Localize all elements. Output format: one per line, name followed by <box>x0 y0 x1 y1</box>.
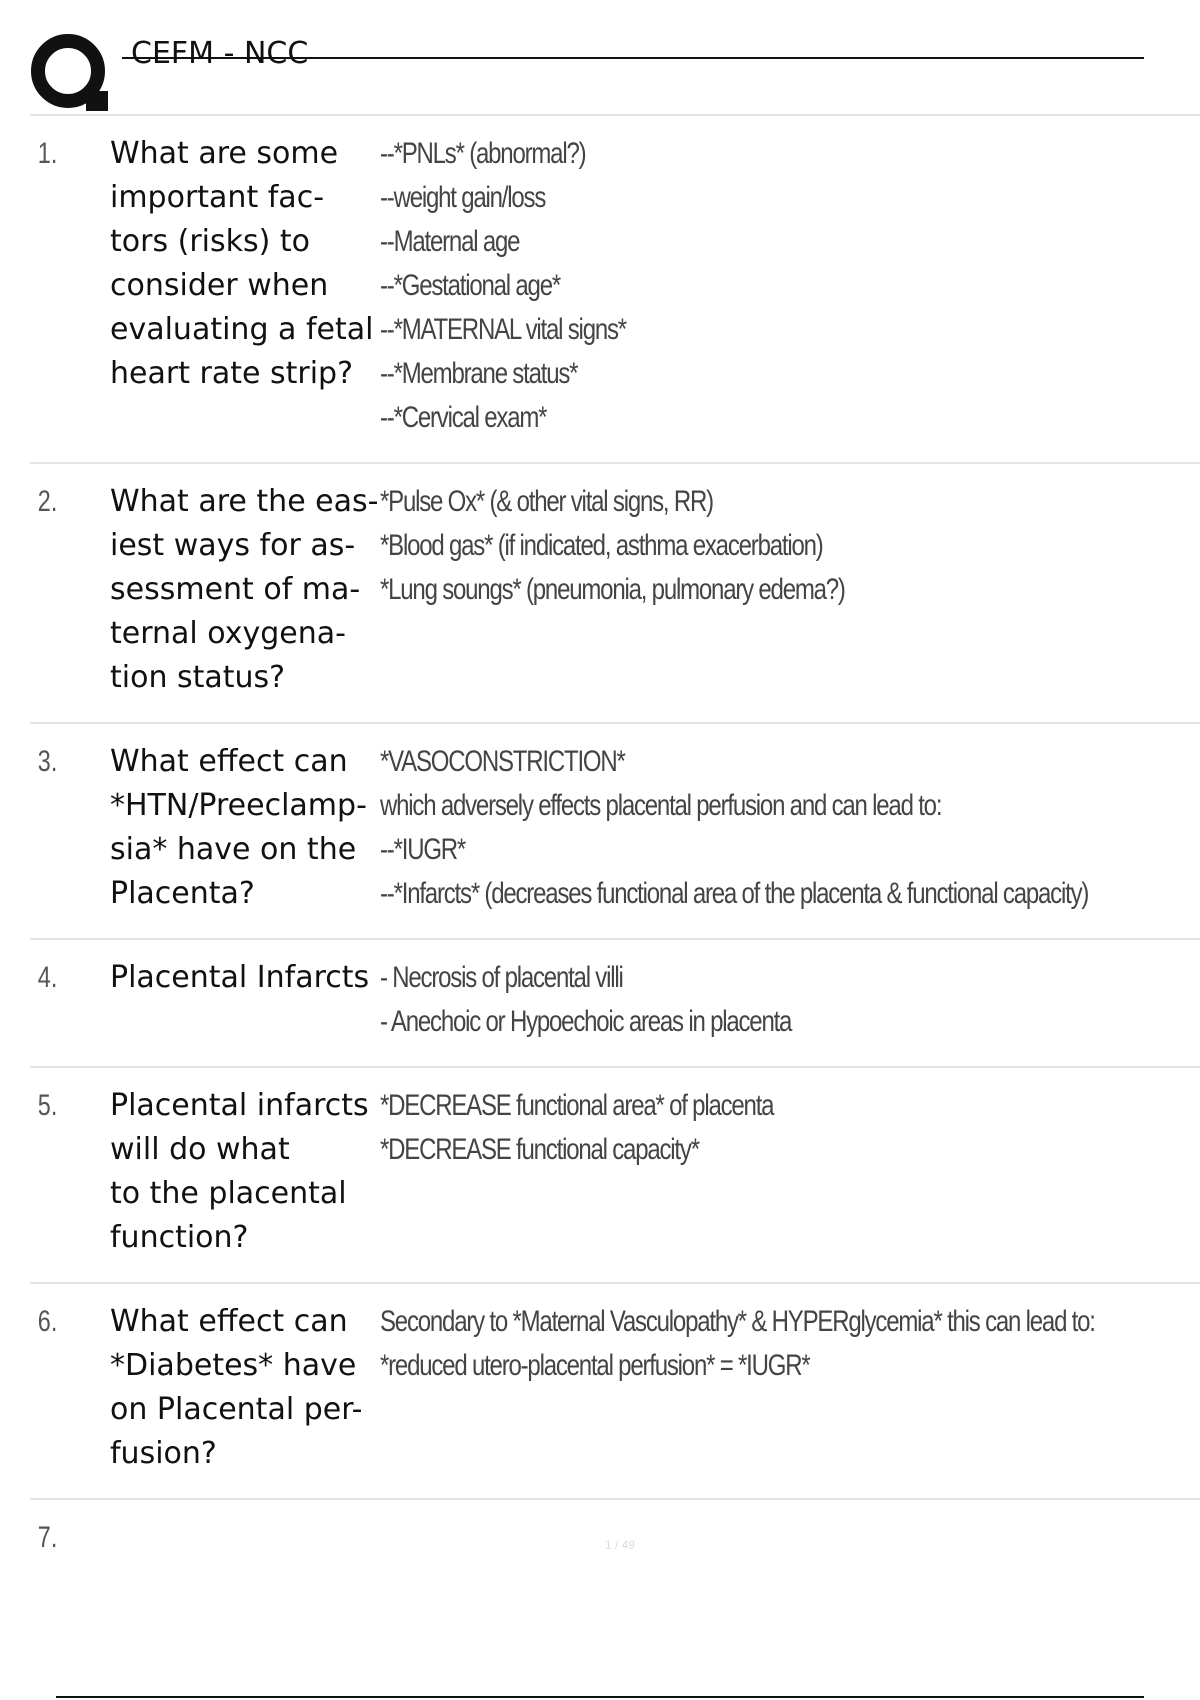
card-number: 5. <box>37 1089 58 1122</box>
answer-line: - Anechoic or Hypoechoic areas in placenta <box>380 1005 792 1038</box>
flashcard <box>30 940 1200 1068</box>
answer-line: *DECREASE functional area* of placenta <box>380 1089 774 1122</box>
card-answer <box>380 740 1200 916</box>
card-number: 4. <box>37 961 58 994</box>
flashcard <box>30 116 1200 464</box>
card-question: What are some important fac- tors (risks) to consider when evaluating a fetal heart rate strip? <box>110 136 374 391</box>
answer-line: --*Cervical exam* <box>380 401 547 434</box>
answer-line: --Maternal age <box>380 225 520 258</box>
flashcard <box>30 1284 1200 1500</box>
card-answer <box>380 1084 1200 1172</box>
answer-line: *DECREASE functional capacity* <box>380 1133 699 1166</box>
flashcard-row <box>30 956 1200 1044</box>
answer-line: - Necrosis of placental villi <box>380 961 623 994</box>
flashcard-row <box>30 132 1200 440</box>
card-question: What effect can *HTN/Preeclamp- sia* have on the Placenta? <box>110 744 367 911</box>
q-logo-icon <box>30 33 112 115</box>
answer-line: --*IUGR* <box>380 833 466 866</box>
answer-line: *Pulse Ox* (& other vital signs, RR) <box>380 485 713 518</box>
card-number: 3. <box>37 745 58 778</box>
answer-line: --weight gain/loss <box>380 181 546 214</box>
card-question: What are the eas- iest ways for as- sessment of ma- ternal oxygena- tion status? <box>110 484 379 695</box>
answer-line: *VASOCONSTRICTION* <box>380 745 625 778</box>
card-number: 1. <box>37 137 58 170</box>
answer-line: *Blood gas* (if indicated, asthma exacerbation) <box>380 529 823 562</box>
answer-line: Secondary to *Maternal Vasculopathy* & HYPERglycemia* this can lead to: <box>380 1305 1095 1338</box>
answer-line: --*MATERNAL vital signs* <box>380 313 626 346</box>
answer-line: which adversely effects placental perfusion and can lead to: <box>380 789 942 822</box>
answer-line: --*PNLs* (abnormal?) <box>380 137 586 170</box>
card-question: Placental Infarcts <box>110 960 370 995</box>
flashcard-row <box>30 740 1200 916</box>
flashcard-list <box>0 116 1200 1600</box>
answer-line: --*Membrane status* <box>380 357 578 390</box>
card-answer <box>380 132 1200 440</box>
flashcard-row <box>30 480 1200 700</box>
page-header <box>0 0 1200 118</box>
document-title: CEFM - NCC <box>131 36 309 71</box>
flashcard-row <box>30 1300 1200 1476</box>
card-number: 2. <box>37 485 58 518</box>
card-question: Placental infarcts will do what to the placental function? <box>110 1088 369 1255</box>
answer-line: --*Infarcts* (decreases functional area of the placenta & functional capacity) <box>380 877 1089 910</box>
flashcard <box>30 464 1200 724</box>
flashcard <box>30 1068 1200 1284</box>
card-number: 6. <box>37 1305 58 1338</box>
footer-divider <box>56 1696 1144 1698</box>
card-number: 7. <box>37 1521 58 1554</box>
page-number: 1 / 49 <box>604 1538 636 1552</box>
answer-line: --*Gestational age* <box>380 269 560 302</box>
card-answer <box>380 1300 1200 1388</box>
card-answer <box>380 480 1200 612</box>
card-question: What effect can *Diabetes* have on Placental per- fusion? <box>110 1304 363 1471</box>
flashcard-row <box>30 1084 1200 1260</box>
answer-line: *reduced utero-placental perfusion* = *IUGR* <box>380 1349 810 1382</box>
flashcard <box>30 724 1200 940</box>
card-answer <box>380 956 1200 1044</box>
answer-line: *Lung soungs* (pneumonia, pulmonary edema?) <box>380 573 845 606</box>
